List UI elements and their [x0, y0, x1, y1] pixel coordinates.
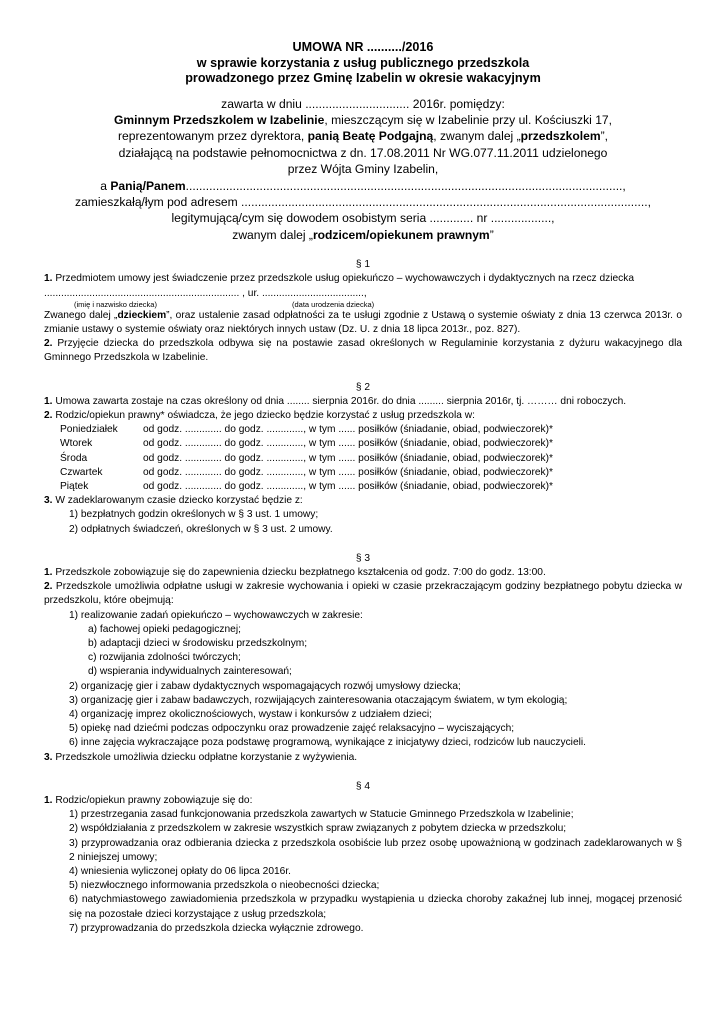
child-name-label: (imię i nazwisko dziecka) [74, 299, 157, 309]
document-page [44, 40, 682, 936]
title-line-2: w sprawie korzystania z usług publicznego przedszkola [196, 55, 530, 70]
list-item: 3) organizację gier i zabaw badawczych, rozwijających zainteresowania otaczającym światem, w tym ekologią; [69, 694, 568, 706]
weekday-label: Czwartek [60, 466, 103, 478]
sub-list-item: d) wspierania indywidualnych zainteresowań; [88, 666, 292, 678]
schedule-row [60, 423, 553, 437]
list-item: 2) organizację gier i zabaw dydaktycznych wspomagających rozwój umysłowy dziecka; [69, 680, 461, 692]
intro-line-4: działającą na podstawie pełnomocnictwa z dn. 17.08.2011 Nr WG.077.11.2011 udzielonego [118, 145, 608, 160]
list-item: 1) przestrzegania zasad funkcjonowania przedszkola zawartych w Statucie Gminnego Przedszkola w Izabelinie; [69, 809, 574, 821]
title-line-3: prowadzonego przez Gminę Izabelin w okresie wakacyjnym [185, 71, 541, 85]
schedule-text: od godz. ............. do godz. ............., w tym ...... posiłków (śniadanie, obiad, podwieczorek)* [143, 481, 553, 492]
s3-paragraph-1: 1. Przedszkole zobowiązuje się do zapewnienia dziecku bezpłatnego kształcenia od godz. 7:00 do godz. 13:00. [44, 567, 546, 579]
list-item: 1) realizowanie zadań opiekuńczo – wychowawczych w zakresie: [69, 609, 363, 621]
section-3-heading: § 3 [355, 552, 371, 564]
list-item: 3) przyprowadzania oraz odbierania dziecka z przedszkola osobiście lub przez osobę upoważnioną w godzinach zadeklarowanych w § 2 niniejszej umowy; [69, 837, 682, 863]
schedule-text: od godz. ............. do godz. ............., w tym ...... posiłków (śniadanie, obiad, podwieczorek)* [143, 452, 553, 464]
intro-line-7: zamieszkałą/łym pod adresem ........................................................................................................................., [75, 194, 651, 209]
s4-paragraph-1: 1. Rodzic/opiekun prawny zobowiązuje się do: [44, 795, 253, 807]
sub-list-item: a) fachowej opieki pedagogicznej; [88, 623, 241, 635]
intro-line-3: reprezentowanym przez dyrektora, panią Beatę Podgajną, zwanym dalej „przedszkolem”, [118, 129, 608, 144]
sub-list-item: b) adaptacji dzieci w środowisku przedszkolnym; [88, 638, 308, 650]
s3-paragraph-2: 2. Przedszkole umożliwia odpłatne usługi w zakresie wychowania i opieki w czasie przekraczającym godziny bezpłatnego pobytu dziecka w przedszkolu, które obejmują: [44, 581, 682, 607]
title-line-1: UMOWA NR ........../2016 [292, 40, 434, 54]
list-item: 7) przyprowadzania do przedszkola dziecka wyłącznie zdrowego. [69, 922, 364, 934]
list-item: 2) współdziałania z przedszkolem w zakresie wszystkich spraw związanych z pobytem dziecka w przedszkolu; [69, 823, 567, 835]
schedule-text: od godz. ............. do godz. ............., w tym ...... posiłków (śniadanie, obiad, podwieczorek)* [143, 424, 553, 436]
s1-field-labels [44, 301, 682, 309]
list-item: 5) opiekę nad dziećmi podczas odpoczynku oraz prowadzenie zajęć relaksacyjno – wyciszających; [69, 723, 515, 735]
intro-line-2: Gminnym Przedszkolem w Izabelinie, mieszczącym się w Izabelinie przy ul. Kościuszki 17, [113, 112, 613, 127]
weekday-label: Poniedziałek [60, 424, 118, 436]
s1-paragraph-2: 2. Przyjęcie dziecka do przedszkola odbywa się na postawie zasad określonych w Regulaminie korzystania z dyżuru wakacyjnego dla Gminnego Przedszkola w Izabelinie. [44, 338, 682, 364]
weekday-label: Wtorek [60, 438, 93, 450]
intro-line-9: zwanym dalej „rodzicem/opiekunem prawnym” [232, 227, 494, 242]
list-item: 5) niezwłocznego informowania przedszkola o nieobecności dziecka; [69, 880, 380, 892]
schedule-row [60, 466, 553, 480]
list-item: 6) natychmiastowego zawiadomienia przedszkola w przypadku wystąpienia u dziecka choroby zakaźnej lub innej, mogącej przenosić się na pozostałe dzieci korzystające z usług przedszkola; [69, 894, 682, 920]
s2-paragraph-2: 2. Rodzic/opiekun prawny* oświadcza, że jego dziecko będzie korzystać z usług przedszkola w: [44, 409, 475, 421]
s2-paragraph-1: 1. Umowa zawarta zostaje na czas określony od dnia ........ sierpnia 2016r. do dnia ......... sierpnia 2016r, tj. ……… dni roboczych. [44, 395, 627, 407]
schedule-row [60, 480, 553, 494]
weekday-label: Środa [60, 452, 88, 464]
list-item: 6) inne zajęcia wykraczające poza podstawę programową, wynikające z inicjatywy dzieci, rodziców lub nauczycieli. [69, 737, 586, 749]
section-1-heading: § 1 [355, 259, 371, 271]
weekday-label: Piątek [60, 481, 89, 492]
list-item: 2) odpłatnych świadczeń, określonych w § 3 ust. 2 umowy. [69, 523, 333, 535]
s1-child-fields: ..................................................................... , ur. ...................................., [44, 287, 367, 299]
schedule-text: od godz. ............. do godz. ............., w tym ...... posiłków (śniadanie, obiad, podwieczorek)* [143, 466, 553, 478]
s1-paragraph-1b: Zwanego dalej „dzieckiem”, oraz ustalenie zasad odpłatności za te usługi zgodnie z Ustawą o systemie oświaty z dnia 13 czerwca 2013r. o zmianie ustawy o systemie oświaty oraz niektórych innych ustaw (Dz. U. z dnia 18 lipca 2013r., poz. 827). [44, 309, 682, 335]
list-item: 4) organizację imprez okolicznościowych, wystaw i konkursów z udziałem dzieci; [69, 709, 432, 721]
list-item: 1) bezpłatnych godzin określonych w § 3 ust. 1 umowy; [69, 509, 319, 521]
birth-date-label: (data urodzenia dziecka) [292, 299, 375, 309]
s1-paragraph-1: 1. Przedmiotem umowy jest świadczenie przez przedszkole usług opiekuńczo – wychowawczych i dydaktycznych na rzecz dziecka [44, 273, 635, 285]
schedule-row [60, 452, 553, 466]
intro-line-6: a Panią/Panem.................................................................................................................................., [100, 178, 626, 193]
schedule-row [60, 437, 553, 451]
sub-list-item: c) rozwijania zdolności twórczych; [88, 652, 241, 664]
document-title [44, 40, 682, 87]
s2-paragraph-3: 3. W zadeklarowanym czasie dziecko korzystać będzie z: [44, 495, 303, 507]
intro-line-8: legitymującą/cym się dowodem osobistym seria ............. nr .................., [171, 211, 555, 226]
intro-line-5: przez Wójta Gminy Izabelin, [287, 162, 439, 177]
section-4-heading: § 4 [355, 780, 371, 792]
section-2-heading: § 2 [355, 381, 371, 393]
parties-intro [44, 96, 682, 244]
intro-line-1: zawarta w dniu ............................... 2016r. pomiędzy: [221, 96, 505, 111]
s3-paragraph-3: 3. Przedszkole umożliwia dziecku odpłatne korzystanie z wyżywienia. [44, 751, 358, 763]
schedule-text: od godz. ............. do godz. ............., w tym ...... posiłków (śniadanie, obiad, podwieczorek)* [143, 438, 553, 450]
list-item: 4) wniesienia wyliczonej opłaty do 06 lipca 2016r. [69, 866, 291, 878]
weekday-schedule [60, 423, 553, 494]
